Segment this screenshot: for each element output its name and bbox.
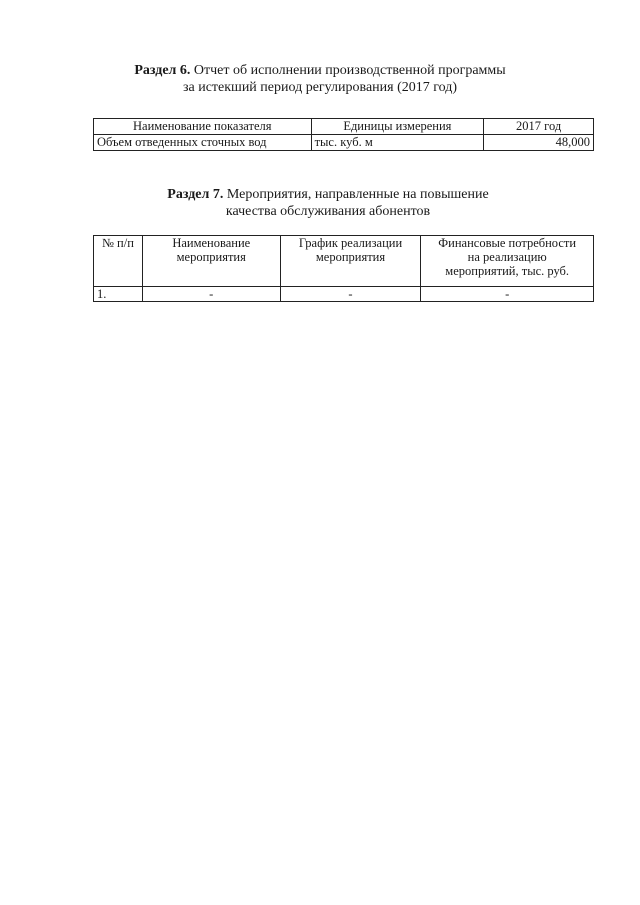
section7-table xyxy=(93,235,594,302)
cell-value: 48,000 xyxy=(484,135,594,151)
header-schedule-line1: График реализации xyxy=(298,236,403,250)
header-finance-line3: мероприятий, тыс. руб. xyxy=(445,264,570,278)
section6-title-line2: за истекший период регулирования (2017 год) xyxy=(182,80,458,95)
table-header-row xyxy=(94,236,594,287)
header-number: № п/п xyxy=(94,236,143,287)
table-row xyxy=(94,135,594,151)
header-finance-line1: Финансовые потребности xyxy=(438,236,577,250)
cell-indicator-name: Объем отведенных сточных вод xyxy=(94,135,312,151)
header-indicator-name: Наименование показателя xyxy=(94,119,312,135)
header-event-name xyxy=(142,236,280,287)
section7-title-line1 xyxy=(8,186,640,203)
header-event-name-line2: мероприятия xyxy=(176,250,246,264)
cell-event-name: - xyxy=(142,287,280,302)
header-event-name-line1: Наименование xyxy=(172,236,251,250)
section6-label: Раздел 6. xyxy=(134,63,191,78)
section6-table xyxy=(93,118,594,151)
section6-title-text: Отчет об исполнении производственной программы xyxy=(193,63,506,78)
header-schedule-line2: мероприятия xyxy=(315,250,386,264)
header-finance xyxy=(421,236,594,287)
section7-title-line2: качества обслуживания абонентов xyxy=(225,204,431,219)
section6-heading xyxy=(0,62,640,96)
cell-number: 1. xyxy=(94,287,143,302)
section7-title-text: Мероприятия, направленные на повышение xyxy=(226,187,489,202)
header-finance-line2: на реализацию xyxy=(467,250,547,264)
section7-heading xyxy=(8,186,640,220)
section6-title-line1 xyxy=(0,62,640,79)
table-row xyxy=(94,287,594,302)
header-unit: Единицы измерения xyxy=(311,119,484,135)
header-year: 2017 год xyxy=(484,119,594,135)
cell-schedule: - xyxy=(280,287,421,302)
header-schedule xyxy=(280,236,421,287)
table-header-row xyxy=(94,119,594,135)
section7-label: Раздел 7. xyxy=(167,187,224,202)
cell-unit: тыс. куб. м xyxy=(311,135,484,151)
cell-finance: - xyxy=(421,287,594,302)
